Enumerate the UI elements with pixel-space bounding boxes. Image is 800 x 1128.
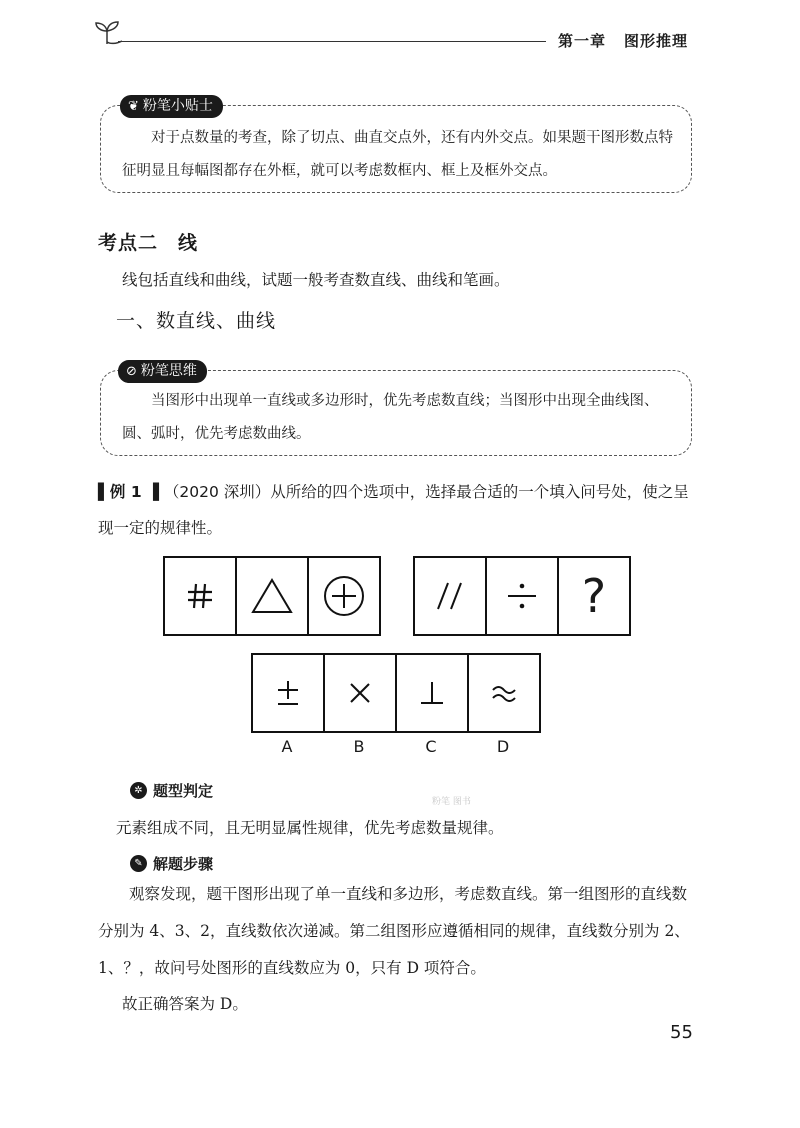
tip-box-text: 对于点数量的考查，除了切点、曲直交点外，还有内外交点。如果题干图形数点特征明显且每幅图都存在外框，就可以考虑数框内、框上及框外交点。 <box>122 130 673 179</box>
stem-figure-divide <box>485 558 557 634</box>
header-rule <box>118 41 546 42</box>
perpendicular-figure <box>417 678 447 708</box>
stem-figure-circle-plus <box>307 558 379 634</box>
plus-minus-figure <box>273 678 303 708</box>
option-d-figure[interactable] <box>467 655 539 731</box>
steps-title: 解题步骤 <box>153 855 214 873</box>
stem-figure-triangle <box>235 558 307 634</box>
pencil-icon: ✎ <box>130 855 147 872</box>
example-source: （2020 深圳） <box>163 483 271 501</box>
think-box-label-text: 粉笔思维 <box>140 363 197 379</box>
option-a-figure[interactable] <box>253 655 323 731</box>
judgement-title: 题型判定 <box>153 782 214 800</box>
triangle-figure <box>250 577 294 615</box>
option-b-label[interactable]: B <box>353 737 365 756</box>
section-intro: 线包括直线和曲线，试题一般考查数直线、曲线和笔画。 <box>122 271 510 289</box>
option-c-label[interactable]: C <box>425 737 437 756</box>
watermark: 粉笔 图书 <box>432 797 471 807</box>
page-number: 55 <box>670 1022 693 1043</box>
judgement-heading <box>130 780 213 801</box>
divide-figure <box>504 578 540 614</box>
section-title: 考点二 线 <box>98 232 199 254</box>
sprout-tag-icon: ❦ <box>128 99 139 114</box>
example-question-text: 从所给的四个选项中，选择最合适的一个填入问号处，使之呈现一定的规律性。 <box>98 483 689 537</box>
tip-box-label <box>120 95 223 118</box>
question-mark-figure: ? <box>581 569 607 623</box>
option-b-figure[interactable] <box>323 655 395 731</box>
subsection-title: 一、数直线、曲线 <box>116 310 277 332</box>
stem-group-1 <box>163 556 381 636</box>
steps-heading <box>130 853 213 874</box>
options-row <box>251 653 541 733</box>
sprout-icon <box>92 20 122 50</box>
option-labels <box>251 737 539 756</box>
option-d-label[interactable]: D <box>496 737 510 756</box>
circle-plus-figure <box>322 574 366 618</box>
header-chapter: 第一章 <box>558 32 607 50</box>
option-c-figure[interactable] <box>395 655 467 731</box>
header-title: 图形推理 <box>624 32 689 50</box>
stem-figure-question <box>557 558 629 634</box>
stem-figure-double-slash <box>415 558 485 634</box>
gear-icon: ✲ <box>130 782 147 799</box>
stem-group-2 <box>413 556 631 636</box>
double-slash-figure <box>432 578 468 614</box>
stem-figure-hash <box>165 558 235 634</box>
example-question <box>98 474 698 546</box>
approx-figure <box>489 681 519 705</box>
option-a-label[interactable]: A <box>281 737 293 756</box>
hash-figure <box>185 581 215 611</box>
example-tag: ▌例 1 ▐ <box>98 483 159 501</box>
no-sign-icon: ⊘ <box>126 364 137 379</box>
answer-text: 故正确答案为 D。 <box>122 995 248 1013</box>
steps-text: 观察发现，题干图形出现了单一直线和多边形，考虑数直线。第一组图形的直线数分别为 4、3、2，直线数依次递减。第二组图形应遵循相同的规律，直线数分别为 2、1、？，故问号处图形的直线数应为 0，只有 D 项符合。 <box>98 885 690 977</box>
judgement-text: 元素组成不同，且无明显属性规律，优先考虑数量规律。 <box>116 819 504 837</box>
think-box-text: 当图形中出现单一直线或多边形时，优先考虑数直线；当图形中出现全曲线图、圆、弧时，优先考虑数曲线。 <box>122 393 659 442</box>
think-box-label <box>118 360 207 383</box>
tip-box-label-text: 粉笔小贴士 <box>142 98 213 114</box>
times-figure <box>345 678 375 708</box>
running-header <box>558 30 688 51</box>
